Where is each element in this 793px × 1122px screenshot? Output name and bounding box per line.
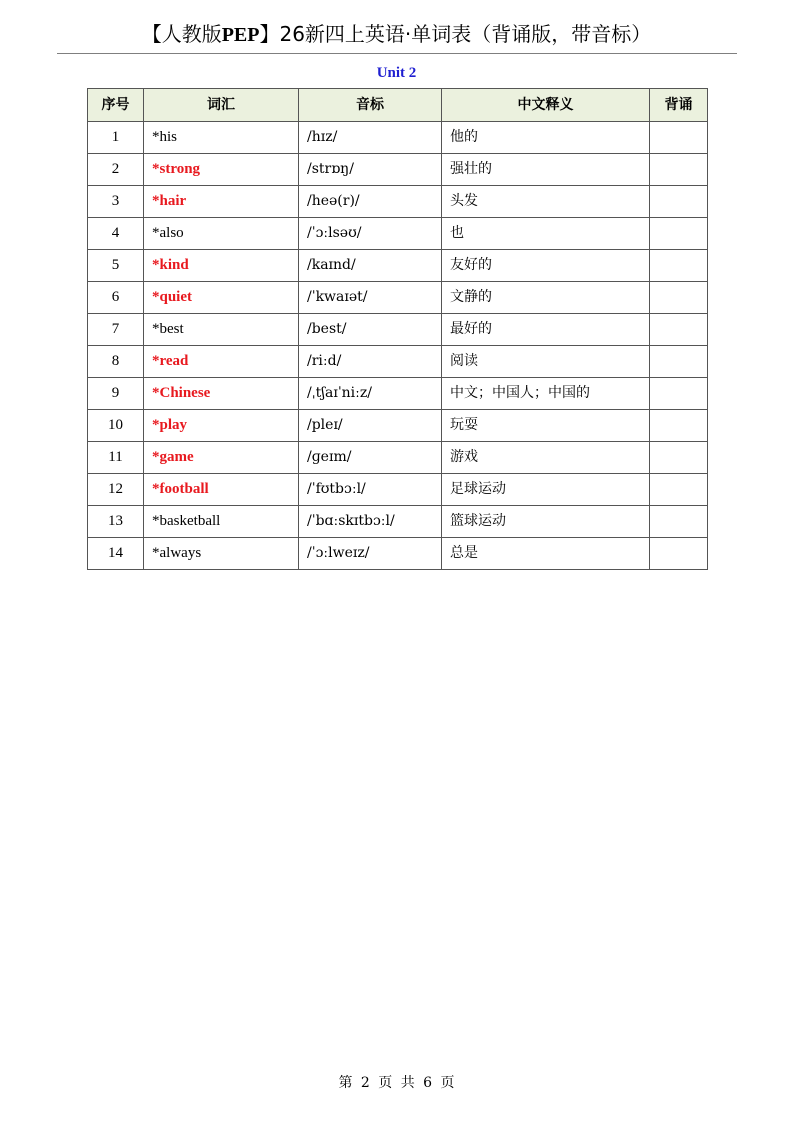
row-number: 6 xyxy=(88,282,144,314)
recite-check-cell xyxy=(650,442,708,474)
table-body xyxy=(88,122,708,570)
phonetic-transcription: /heə(r)/ xyxy=(299,186,442,218)
chinese-meaning: 足球运动 xyxy=(442,474,650,506)
row-number: 11 xyxy=(88,442,144,474)
title-brand: PEP xyxy=(221,24,260,46)
row-number: 12 xyxy=(88,474,144,506)
table-row xyxy=(88,314,708,346)
phonetic-transcription: /kaɪnd/ xyxy=(299,250,442,282)
vocab-word: *football xyxy=(144,474,299,506)
recite-check-cell xyxy=(650,474,708,506)
table-row xyxy=(88,282,708,314)
recite-check-cell xyxy=(650,314,708,346)
row-number: 3 xyxy=(88,186,144,218)
phonetic-transcription: /best/ xyxy=(299,314,442,346)
vocab-word: *always xyxy=(144,538,299,570)
table-row xyxy=(88,538,708,570)
recite-check-cell xyxy=(650,250,708,282)
table-row xyxy=(88,122,708,154)
chinese-meaning: 篮球运动 xyxy=(442,506,650,538)
vocab-word: *game xyxy=(144,442,299,474)
chinese-meaning: 玩耍 xyxy=(442,410,650,442)
phonetic-transcription: /ɡeɪm/ xyxy=(299,442,442,474)
column-header-word: 词汇 xyxy=(144,89,299,122)
column-header-meaning: 中文释义 xyxy=(442,89,650,122)
phonetic-transcription: /hɪz/ xyxy=(299,122,442,154)
header-divider xyxy=(57,53,737,54)
chinese-meaning: 阅读 xyxy=(442,346,650,378)
chinese-meaning: 文静的 xyxy=(442,282,650,314)
vocab-word: *quiet xyxy=(144,282,299,314)
table-row xyxy=(88,218,708,250)
vocabulary-table xyxy=(87,88,708,570)
table-row xyxy=(88,474,708,506)
title-suffix: 】26新四上英语·单词表（背诵版，带音标） xyxy=(259,22,652,46)
document-title xyxy=(0,20,793,49)
chinese-meaning: 强壮的 xyxy=(442,154,650,186)
chinese-meaning: 游戏 xyxy=(442,442,650,474)
phonetic-transcription: /ˈɔːlweɪz/ xyxy=(299,538,442,570)
title-prefix: 【人教版 xyxy=(141,22,222,46)
chinese-meaning: 中文；中国人；中国的 xyxy=(442,378,650,410)
vocab-word: *read xyxy=(144,346,299,378)
vocab-word: *best xyxy=(144,314,299,346)
recite-check-cell xyxy=(650,186,708,218)
row-number: 5 xyxy=(88,250,144,282)
recite-check-cell xyxy=(650,538,708,570)
recite-check-cell xyxy=(650,378,708,410)
phonetic-transcription: /ˈkwaɪət/ xyxy=(299,282,442,314)
column-header-number: 序号 xyxy=(88,89,144,122)
recite-check-cell xyxy=(650,282,708,314)
vocab-word: *basketball xyxy=(144,506,299,538)
chinese-meaning: 头发 xyxy=(442,186,650,218)
phonetic-transcription: /ˈbɑːskɪtbɔːl/ xyxy=(299,506,442,538)
table-row xyxy=(88,410,708,442)
phonetic-transcription: /ˈfʊtbɔːl/ xyxy=(299,474,442,506)
chinese-meaning: 友好的 xyxy=(442,250,650,282)
vocab-word: *also xyxy=(144,218,299,250)
vocab-word: *hair xyxy=(144,186,299,218)
vocab-word: *play xyxy=(144,410,299,442)
phonetic-transcription: /strɒŋ/ xyxy=(299,154,442,186)
table-row xyxy=(88,378,708,410)
table-row xyxy=(88,346,708,378)
recite-check-cell xyxy=(650,218,708,250)
chinese-meaning: 他的 xyxy=(442,122,650,154)
recite-check-cell xyxy=(650,346,708,378)
row-number: 2 xyxy=(88,154,144,186)
column-header-recite: 背诵 xyxy=(650,89,708,122)
row-number: 9 xyxy=(88,378,144,410)
table-header-row xyxy=(88,89,708,122)
table-row xyxy=(88,506,708,538)
chinese-meaning: 总是 xyxy=(442,538,650,570)
page-number: 第 2 页 共 6 页 xyxy=(338,1075,455,1091)
row-number: 8 xyxy=(88,346,144,378)
recite-check-cell xyxy=(650,506,708,538)
table-row xyxy=(88,442,708,474)
row-number: 14 xyxy=(88,538,144,570)
vocab-word: *his xyxy=(144,122,299,154)
phonetic-transcription: /pleɪ/ xyxy=(299,410,442,442)
unit-title: Unit 2 xyxy=(376,65,417,81)
row-number: 13 xyxy=(88,506,144,538)
column-header-phonetic: 音标 xyxy=(299,89,442,122)
chinese-meaning: 也 xyxy=(442,218,650,250)
vocab-word: *strong xyxy=(144,154,299,186)
phonetic-transcription: /ˈɔːlsəʊ/ xyxy=(299,218,442,250)
table-row xyxy=(88,154,708,186)
vocab-word: *kind xyxy=(144,250,299,282)
phonetic-transcription: /riːd/ xyxy=(299,346,442,378)
row-number: 1 xyxy=(88,122,144,154)
row-number: 10 xyxy=(88,410,144,442)
recite-check-cell xyxy=(650,410,708,442)
phonetic-transcription: /ˌtʃaɪˈniːz/ xyxy=(299,378,442,410)
recite-check-cell xyxy=(650,154,708,186)
vocab-word: *Chinese xyxy=(144,378,299,410)
table-row xyxy=(88,250,708,282)
table-row xyxy=(88,186,708,218)
row-number: 7 xyxy=(88,314,144,346)
row-number: 4 xyxy=(88,218,144,250)
recite-check-cell xyxy=(650,122,708,154)
chinese-meaning: 最好的 xyxy=(442,314,650,346)
